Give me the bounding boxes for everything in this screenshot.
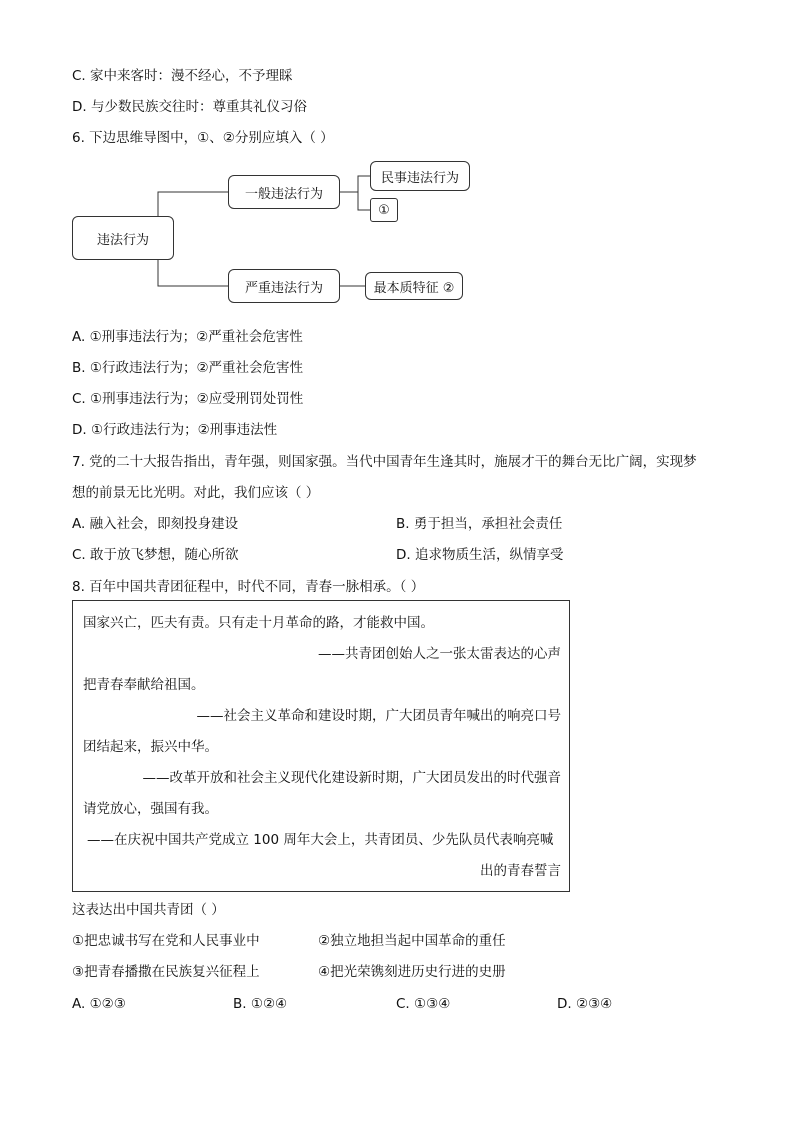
q6-option-a: A. ①刑事违法行为；②严重社会危害性 (72, 329, 303, 345)
mind-map-blank-1: ① (370, 198, 398, 222)
q7-option-c: C. 敢于放飞梦想，随心所欲 (72, 547, 239, 563)
option-c-prev: C. 家中来客时：漫不经心，不予理睬 (72, 68, 293, 84)
q8-option-d: D. ②③④ (557, 996, 613, 1012)
mind-map-essence: 最本质特征 ② (365, 272, 463, 300)
mind-map-general: 一般违法行为 (228, 175, 340, 209)
q7-option-b: B. 勇于担当，承担社会责任 (396, 516, 563, 532)
question-8-stem: 8. 百年中国共青团征程中，时代不同，青春一脉相承。（ ） (72, 579, 425, 595)
quote-1: 国家兴亡，匹夫有责。只有走十月革命的路，才能救中国。 (83, 615, 434, 631)
q8-option-a: A. ①②③ (72, 996, 126, 1012)
q8-option-b: B. ①②④ (233, 996, 288, 1012)
question-8-follow: 这表达出中国共青团（ ） (72, 902, 225, 918)
quote-3: 团结起来，振兴中华。 (83, 739, 218, 755)
mind-map (70, 158, 480, 308)
quote-3-source: ——改革开放和社会主义现代化建设新时期，广大团员发出的时代强音 (142, 770, 561, 786)
quote-box (72, 600, 570, 892)
question-7-stem-line-2: 想的前景无比光明。对此，我们应该（ ） (72, 485, 320, 501)
q6-option-c: C. ①刑事违法行为；②应受刑罚处罚性 (72, 391, 304, 407)
q6-option-d: D. ①行政违法行为；②刑事违法性 (72, 422, 278, 438)
quote-4-source-line-2: 出的青春誓言 (480, 863, 561, 879)
q8-item-1: ①把忠诚书写在党和人民事业中 (72, 933, 260, 949)
question-6-stem: 6. 下边思维导图中，①、②分别应填入（ ） (72, 130, 334, 146)
option-d-prev: D. 与少数民族交往时：尊重其礼仪习俗 (72, 99, 307, 115)
q7-option-a: A. 融入社会，即刻投身建设 (72, 516, 239, 532)
quote-2: 把青春奉献给祖国。 (83, 677, 205, 693)
q8-item-4: ④把光荣镌刻进历史行进的史册 (318, 964, 506, 980)
q8-item-3: ③把青春播撒在民族复兴征程上 (72, 964, 260, 980)
q8-option-c: C. ①③④ (396, 996, 451, 1012)
quote-2-source: ——社会主义革命和建设时期，广大团员青年喊出的响亮口号 (196, 708, 561, 724)
quote-1-source: ——共青团创始人之一张太雷表达的心声 (318, 646, 561, 662)
mind-map-root: 违法行为 (72, 216, 174, 260)
question-7-stem-line-1: 7. 党的二十大报告指出，青年强，则国家强。当代中国青年生逢其时，施展才干的舞台无比广阔，实现梦 (72, 454, 697, 470)
q7-option-d: D. 追求物质生活，纵情享受 (396, 547, 564, 563)
quote-4: 请党放心，强国有我。 (83, 801, 218, 817)
mind-map-civil: 民事违法行为 (370, 161, 470, 191)
quote-4-source-line-1: ——在庆祝中国共产党成立 100 周年大会上，共青团员、少先队员代表响亮喊 (87, 832, 554, 848)
q8-item-2: ②独立地担当起中国革命的重任 (318, 933, 506, 949)
q6-option-b: B. ①行政违法行为；②严重社会危害性 (72, 360, 304, 376)
mind-map-serious: 严重违法行为 (228, 269, 340, 303)
